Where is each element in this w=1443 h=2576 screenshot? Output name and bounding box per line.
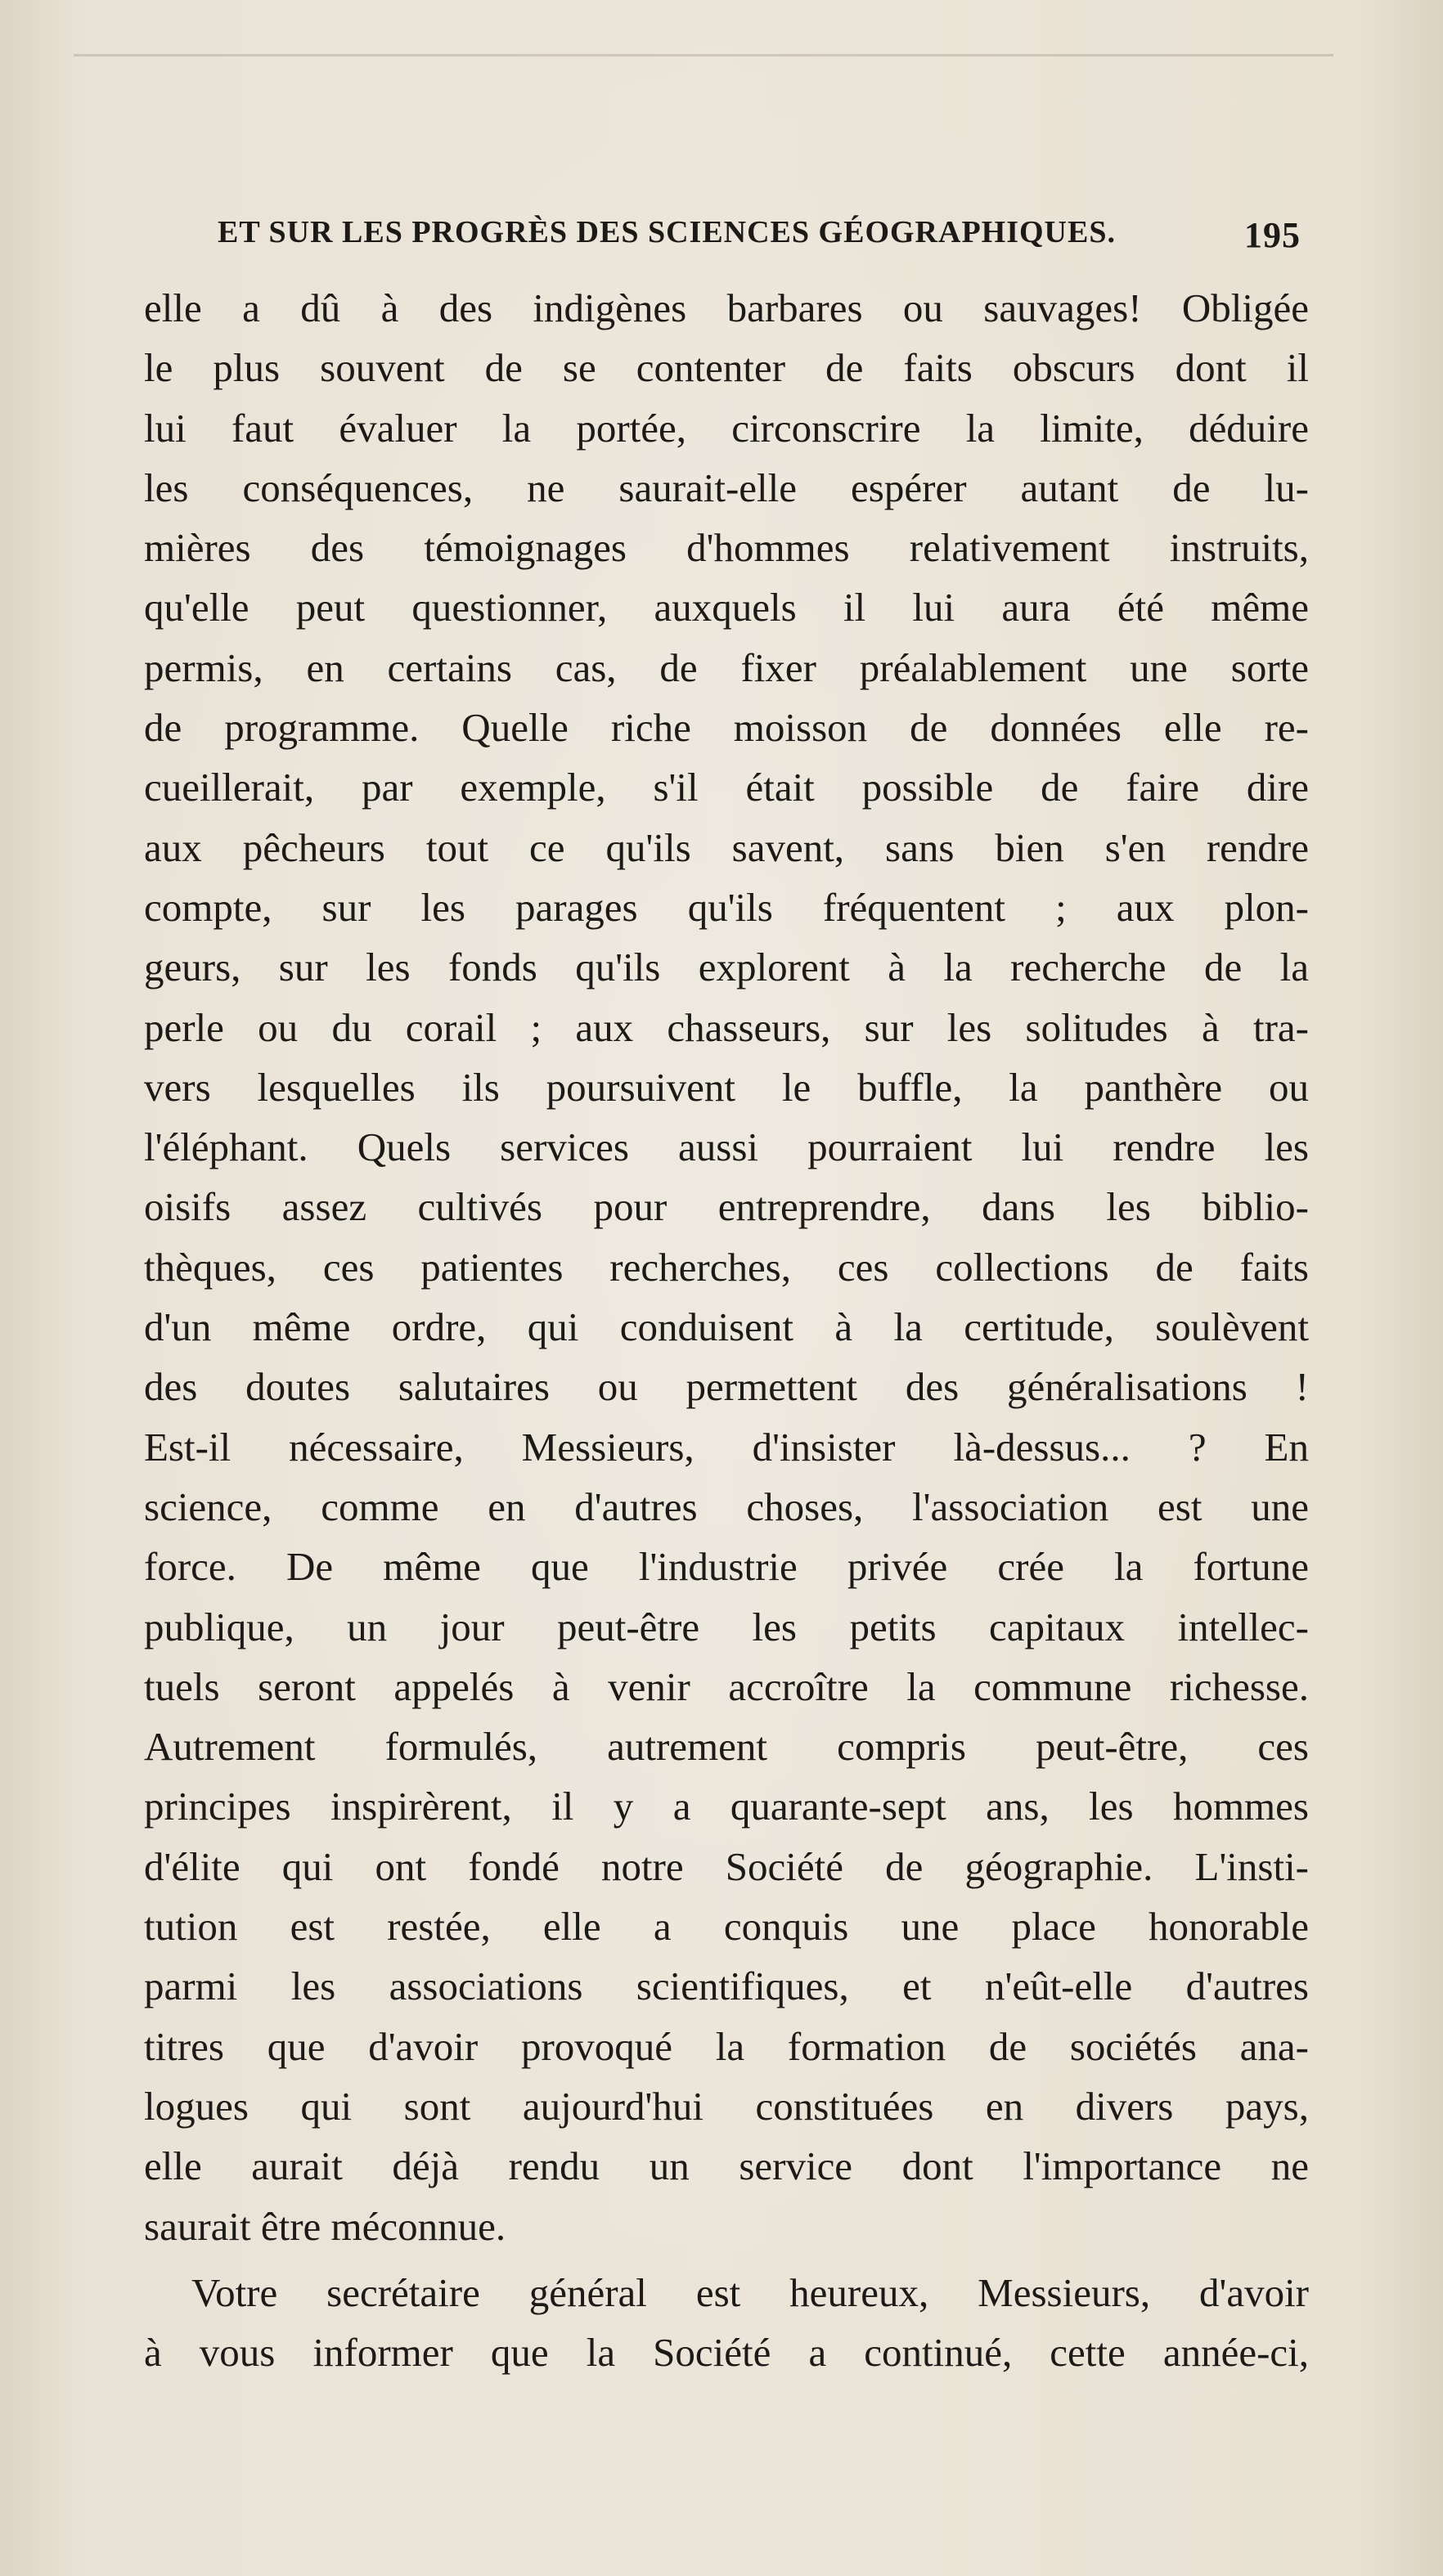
text-line: oisifs assez cultivés pour entreprendre, dans les biblio- — [144, 1184, 1309, 1230]
running-title: ET SUR LES PROGRÈS DES SCIENCES GÉOGRAPHIQUES. — [218, 215, 1116, 249]
text-line: d'élite qui ont fondé notre Société de géographie. L'insti- — [144, 1843, 1309, 1889]
text-line: le plus souvent de se contenter de faits obscurs dont il — [144, 345, 1309, 391]
text-line: force. De même que l'industrie privée crée la fortune — [144, 1544, 1309, 1590]
text-line: lui faut évaluer la portée, circonscrire la limite, déduire — [144, 405, 1309, 451]
text-line: logues qui sont aujourd'hui constituées en divers pays, — [144, 2083, 1309, 2129]
text-line: titres que d'avoir provoqué la formation de sociétés ana- — [144, 2023, 1309, 2069]
text-line: Votre secrétaire général est heureux, Messieurs, d'avoir — [191, 2269, 1309, 2315]
text-line: permis, en certains cas, de fixer préalablement une sorte — [144, 644, 1309, 690]
text-line: geurs, sur les fonds qu'ils explorent à la recherche de la — [144, 945, 1309, 990]
text-line: science, comme en d'autres choses, l'association est une — [144, 1483, 1309, 1529]
text-line: tution est restée, elle a conquis une place honorable — [144, 1904, 1309, 1950]
paragraph-gap — [144, 2256, 1309, 2263]
text-line: Est-il nécessaire, Messieurs, d'insister là-dessus... ? En — [144, 1424, 1309, 1470]
page-top-edge — [74, 54, 1333, 56]
body-text — [144, 278, 1309, 2382]
text-line: tuels seront appelés à venir accroître la commune richesse. — [144, 1663, 1309, 1709]
page-number: 195 — [1244, 215, 1301, 255]
text-line: publique, un jour peut-être les petits capitaux intellec- — [144, 1604, 1309, 1649]
text-line: compte, sur les parages qu'ils fréquentent ; aux plon- — [144, 884, 1309, 930]
text-line: vers lesquelles ils poursuivent le buffle, la panthère ou — [144, 1064, 1309, 1110]
text-line: saurait être méconnue. — [144, 2203, 506, 2249]
text-line: de programme. Quelle riche moisson de données elle re- — [144, 705, 1309, 751]
text-line: parmi les associations scientifiques, et n'eût-elle d'autres — [144, 1963, 1309, 2009]
text-line: Autrement formulés, autrement compris peut-être, ces — [144, 1724, 1309, 1770]
text-line: thèques, ces patientes recherches, ces collections de faits — [144, 1244, 1309, 1290]
text-line: elle a dû à des indigènes barbares ou sauvages! Obligée — [144, 285, 1309, 330]
text-line: elle aurait déjà rendu un service dont l'importance ne — [144, 2143, 1309, 2189]
text-line: les conséquences, ne saurait-elle espérer autant de lu- — [144, 464, 1309, 510]
text-line: mières des témoignages d'hommes relativement instruits, — [144, 525, 1309, 571]
paragraph-2 — [144, 2263, 1309, 2383]
text-line: l'éléphant. Quels services aussi pourraient lui rendre les — [144, 1124, 1309, 1170]
text-line: principes inspirèrent, il y a quarante-sept ans, les hommes — [144, 1784, 1309, 1829]
text-line: d'un même ordre, qui conduisent à la certitude, soulèvent — [144, 1304, 1309, 1350]
text-line: cueillerait, par exemple, s'il était possible de faire dire — [144, 765, 1309, 810]
running-head — [218, 214, 1301, 260]
text-line: qu'elle peut questionner, auxquels il lui aura été même — [144, 585, 1309, 631]
text-line: aux pêcheurs tout ce qu'ils savent, sans bien s'en rendre — [144, 824, 1309, 870]
text-line: perle ou du corail ; aux chasseurs, sur les solitudes à tra- — [144, 1004, 1309, 1050]
text-line: des doutes salutaires ou permettent des généralisations ! — [144, 1364, 1309, 1410]
paragraph-1 — [144, 278, 1309, 2256]
text-line: à vous informer que la Société a continué, cette année-ci, — [144, 2330, 1309, 2376]
